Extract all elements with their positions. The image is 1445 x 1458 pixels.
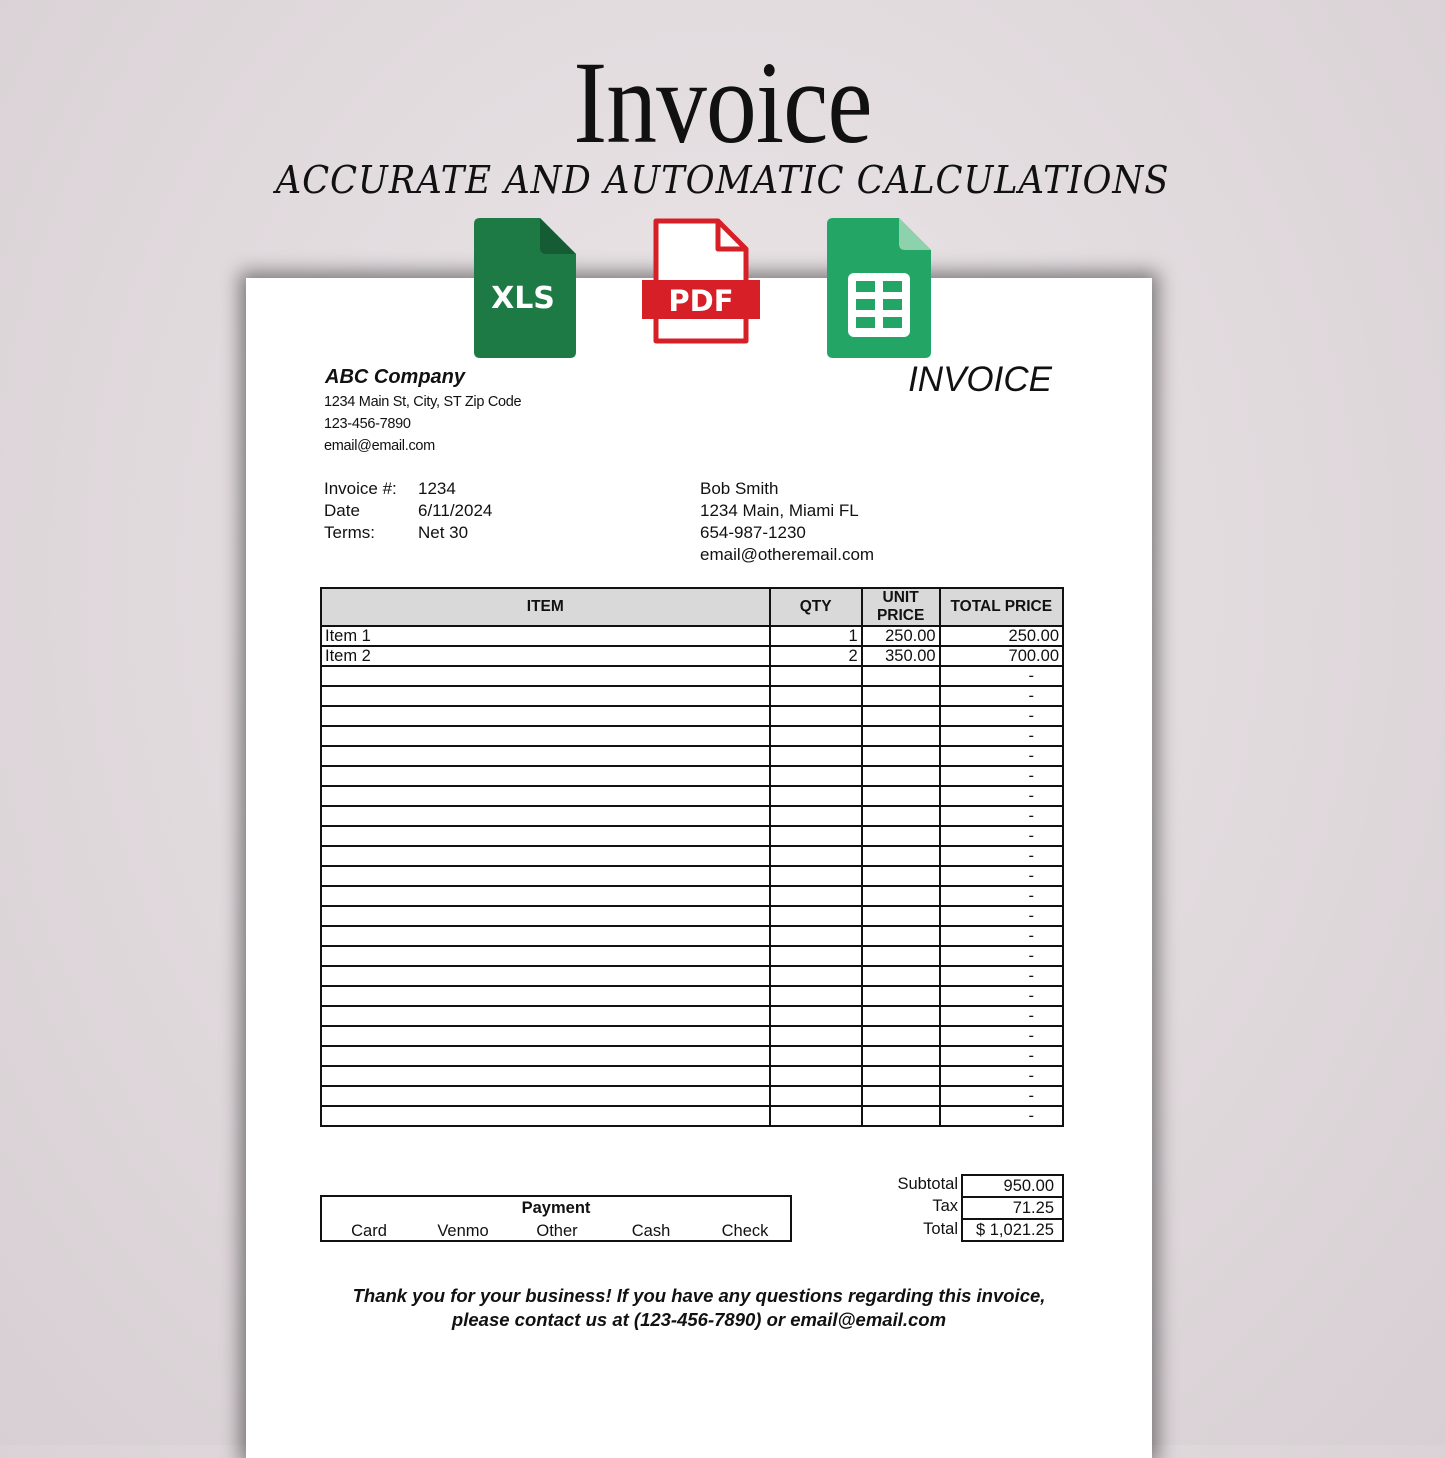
xls-file-icon xyxy=(474,218,576,363)
cell-qty[interactable] xyxy=(770,826,862,846)
cell-unit-price[interactable] xyxy=(862,766,940,786)
invoice-meta xyxy=(324,478,492,544)
cell-unit-price[interactable] xyxy=(862,966,940,986)
cell-unit-price[interactable] xyxy=(862,906,940,926)
cell-total-price[interactable]: - xyxy=(940,726,1063,746)
cell-item[interactable] xyxy=(321,946,770,966)
table-row xyxy=(321,666,1063,686)
cell-qty[interactable] xyxy=(770,1066,862,1086)
cell-unit-price[interactable] xyxy=(862,1006,940,1026)
document-title: INVOICE xyxy=(908,360,1052,399)
tax-value xyxy=(961,1196,1064,1220)
cell-total-price[interactable]: 250.00 xyxy=(940,626,1063,646)
cell-total-price[interactable]: - xyxy=(940,1106,1063,1126)
cell-total-price[interactable]: - xyxy=(940,906,1063,926)
cell-unit-price[interactable]: 350.00 xyxy=(862,646,940,666)
header-qty: QTY xyxy=(770,588,862,626)
payment-option-card[interactable]: Card xyxy=(351,1222,387,1240)
cell-unit-price[interactable] xyxy=(862,706,940,726)
cell-total-price[interactable]: - xyxy=(940,866,1063,886)
table-row xyxy=(321,806,1063,826)
pdf-file-label: PDF xyxy=(668,284,734,318)
cell-total-price[interactable]: - xyxy=(940,706,1063,726)
cell-unit-price[interactable] xyxy=(862,1026,940,1046)
total-amount: $ 1,021.25 xyxy=(976,1221,1054,1239)
cell-item[interactable] xyxy=(321,846,770,866)
cell-total-price[interactable]: - xyxy=(940,1026,1063,1046)
table-row xyxy=(321,746,1063,766)
table-row xyxy=(321,786,1063,806)
subtotal-amount: 950.00 xyxy=(1003,1177,1054,1195)
cell-total-price[interactable]: 700.00 xyxy=(940,646,1063,666)
line-items-table xyxy=(320,587,1064,1127)
subtotal-label: Subtotal xyxy=(897,1175,958,1193)
cell-total-price[interactable]: - xyxy=(940,826,1063,846)
cell-qty[interactable] xyxy=(770,946,862,966)
cell-total-price[interactable]: - xyxy=(940,946,1063,966)
table-row xyxy=(321,646,1063,666)
table-row xyxy=(321,1106,1063,1126)
cell-qty[interactable] xyxy=(770,886,862,906)
table-row xyxy=(321,826,1063,846)
table-row xyxy=(321,1046,1063,1066)
cell-qty[interactable] xyxy=(770,1086,862,1106)
cell-unit-price[interactable] xyxy=(862,1066,940,1086)
cell-total-price[interactable]: - xyxy=(940,886,1063,906)
invoice-number: 1234 xyxy=(418,479,456,498)
cell-total-price[interactable]: - xyxy=(940,746,1063,766)
table-row xyxy=(321,906,1063,926)
cell-unit-price[interactable] xyxy=(862,926,940,946)
cell-qty[interactable] xyxy=(770,906,862,926)
subtotal-value xyxy=(961,1174,1064,1198)
table-row xyxy=(321,1006,1063,1026)
cell-item[interactable] xyxy=(321,966,770,986)
company-phone: 123-456-7890 xyxy=(324,416,411,432)
thank-you-note xyxy=(246,1284,1152,1332)
cell-unit-price[interactable] xyxy=(862,666,940,686)
cell-unit-price[interactable] xyxy=(862,946,940,966)
invoice-date: 6/11/2024 xyxy=(418,501,493,520)
cell-total-price[interactable]: - xyxy=(940,966,1063,986)
table-row xyxy=(321,966,1063,986)
cell-unit-price[interactable] xyxy=(862,786,940,806)
payment-option-other[interactable]: Other xyxy=(536,1222,578,1240)
cell-qty[interactable] xyxy=(770,846,862,866)
bill-to xyxy=(700,478,874,566)
cell-unit-price[interactable] xyxy=(862,846,940,866)
cell-item[interactable] xyxy=(321,926,770,946)
cell-item[interactable] xyxy=(321,886,770,906)
cell-qty[interactable] xyxy=(770,706,862,726)
hero-title: Invoice xyxy=(573,37,872,168)
cell-item[interactable] xyxy=(321,766,770,786)
cell-qty[interactable] xyxy=(770,686,862,706)
company-email: email@email.com xyxy=(324,438,435,454)
cell-item[interactable] xyxy=(321,906,770,926)
cell-total-price[interactable]: - xyxy=(940,686,1063,706)
payment-box xyxy=(320,1195,792,1242)
cell-qty[interactable] xyxy=(770,1006,862,1026)
company-address: 1234 Main St, City, ST Zip Code xyxy=(324,394,522,410)
thank-you-line-1: Thank you for your business! If you have any questions regarding this invoice, xyxy=(352,1285,1046,1306)
cell-total-price[interactable]: - xyxy=(940,1086,1063,1106)
cell-item[interactable] xyxy=(321,746,770,766)
cell-qty[interactable]: 2 xyxy=(770,646,862,666)
cell-unit-price[interactable]: 250.00 xyxy=(862,626,940,646)
table-row xyxy=(321,926,1063,946)
payment-option-check[interactable]: Check xyxy=(721,1222,769,1240)
cell-unit-price[interactable] xyxy=(862,726,940,746)
tax-amount: 71.25 xyxy=(1012,1199,1054,1217)
total-label: Total xyxy=(923,1220,958,1238)
cell-total-price[interactable]: - xyxy=(940,1046,1063,1066)
bill-to-name: Bob Smith xyxy=(700,479,779,498)
invoice-date-label: Date xyxy=(324,501,360,520)
cell-item[interactable] xyxy=(321,686,770,706)
cell-qty[interactable] xyxy=(770,666,862,686)
xls-file-fold xyxy=(540,218,576,254)
cell-qty[interactable] xyxy=(770,786,862,806)
cell-qty[interactable] xyxy=(770,1106,862,1126)
cell-total-price[interactable]: - xyxy=(940,766,1063,786)
cell-unit-price[interactable] xyxy=(862,1106,940,1126)
table-row xyxy=(321,686,1063,706)
table-row xyxy=(321,846,1063,866)
cell-item[interactable]: Item 1 xyxy=(321,626,770,646)
cell-unit-price[interactable] xyxy=(862,1046,940,1066)
cell-total-price[interactable]: - xyxy=(940,926,1063,946)
payment-option-cash[interactable]: Cash xyxy=(631,1222,671,1240)
cell-qty[interactable] xyxy=(770,746,862,766)
cell-unit-price[interactable] xyxy=(862,746,940,766)
table-row xyxy=(321,886,1063,906)
table-row xyxy=(321,1086,1063,1106)
cell-item[interactable] xyxy=(321,1066,770,1086)
cell-total-price[interactable]: - xyxy=(940,846,1063,866)
sheets-file-fold xyxy=(899,218,931,250)
table-row xyxy=(321,626,1063,646)
table-row xyxy=(321,1026,1063,1046)
cell-unit-price[interactable] xyxy=(862,866,940,886)
cell-item[interactable] xyxy=(321,986,770,1006)
table-row xyxy=(321,766,1063,786)
cell-item[interactable] xyxy=(321,1086,770,1106)
cell-qty[interactable] xyxy=(770,726,862,746)
cell-qty[interactable] xyxy=(770,966,862,986)
table-row xyxy=(321,866,1063,886)
invoice-sheet xyxy=(246,278,1152,1458)
cell-qty[interactable] xyxy=(770,926,862,946)
bill-to-email: email@otheremail.com xyxy=(700,545,875,564)
bill-to-phone: 654-987-1230 xyxy=(700,523,806,542)
cell-qty[interactable] xyxy=(770,1046,862,1066)
cell-item[interactable] xyxy=(321,866,770,886)
cell-item[interactable] xyxy=(321,786,770,806)
table-row xyxy=(321,946,1063,966)
cell-qty[interactable] xyxy=(770,986,862,1006)
table-header-row xyxy=(321,588,1063,626)
cell-unit-price[interactable] xyxy=(862,886,940,906)
invoice-number-label: Invoice #: xyxy=(324,479,397,498)
cell-qty[interactable]: 1 xyxy=(770,626,862,646)
cell-qty[interactable] xyxy=(770,866,862,886)
cell-unit-price[interactable] xyxy=(862,826,940,846)
cell-item[interactable] xyxy=(321,726,770,746)
payment-title: Payment xyxy=(521,1199,591,1217)
table-row xyxy=(321,1066,1063,1086)
hero-subtitle: ACCURATE AND AUTOMATIC CALCULATIONS xyxy=(275,158,1170,202)
cell-unit-price[interactable] xyxy=(862,806,940,826)
header-total-price: TOTAL PRICE xyxy=(940,588,1063,626)
cell-item[interactable] xyxy=(321,1106,770,1126)
cell-item[interactable] xyxy=(321,666,770,686)
bill-to-address: 1234 Main, Miami FL xyxy=(700,501,859,520)
cell-total-price[interactable]: - xyxy=(940,986,1063,1006)
cell-total-price[interactable]: - xyxy=(940,1006,1063,1026)
payment-option-venmo[interactable]: Venmo xyxy=(437,1222,489,1240)
table-body xyxy=(321,626,1063,1126)
table-row xyxy=(321,706,1063,726)
cell-total-price[interactable]: - xyxy=(940,806,1063,826)
cell-item[interactable] xyxy=(321,1026,770,1046)
table-row xyxy=(321,986,1063,1006)
thank-you-line-2: please contact us at (123-456-7890) or email@email.com xyxy=(451,1309,947,1330)
cell-item[interactable] xyxy=(321,1006,770,1026)
tax-label: Tax xyxy=(932,1197,958,1215)
cell-qty[interactable] xyxy=(770,1026,862,1046)
header-unit-price: UNIT PRICE xyxy=(862,588,940,626)
table-row xyxy=(321,726,1063,746)
cell-qty[interactable] xyxy=(770,806,862,826)
cell-unit-price[interactable] xyxy=(862,986,940,1006)
cell-unit-price[interactable] xyxy=(862,686,940,706)
cell-item[interactable] xyxy=(321,826,770,846)
cell-item[interactable] xyxy=(321,706,770,726)
cell-total-price[interactable]: - xyxy=(940,786,1063,806)
xls-file-label: XLS xyxy=(491,281,555,316)
pdf-file-icon xyxy=(642,218,762,349)
invoice-terms: Net 30 xyxy=(418,523,469,542)
invoice-terms-label: Terms: xyxy=(324,523,375,542)
cell-item[interactable] xyxy=(321,1046,770,1066)
cell-total-price[interactable]: - xyxy=(940,1066,1063,1086)
company-name: ABC Company xyxy=(325,366,466,388)
sheets-file-icon xyxy=(827,218,931,363)
header-item: ITEM xyxy=(321,588,770,626)
cell-total-price[interactable]: - xyxy=(940,666,1063,686)
total-value xyxy=(961,1218,1064,1242)
cell-item[interactable] xyxy=(321,806,770,826)
cell-item[interactable]: Item 2 xyxy=(321,646,770,666)
cell-unit-price[interactable] xyxy=(862,1086,940,1106)
cell-qty[interactable] xyxy=(770,766,862,786)
